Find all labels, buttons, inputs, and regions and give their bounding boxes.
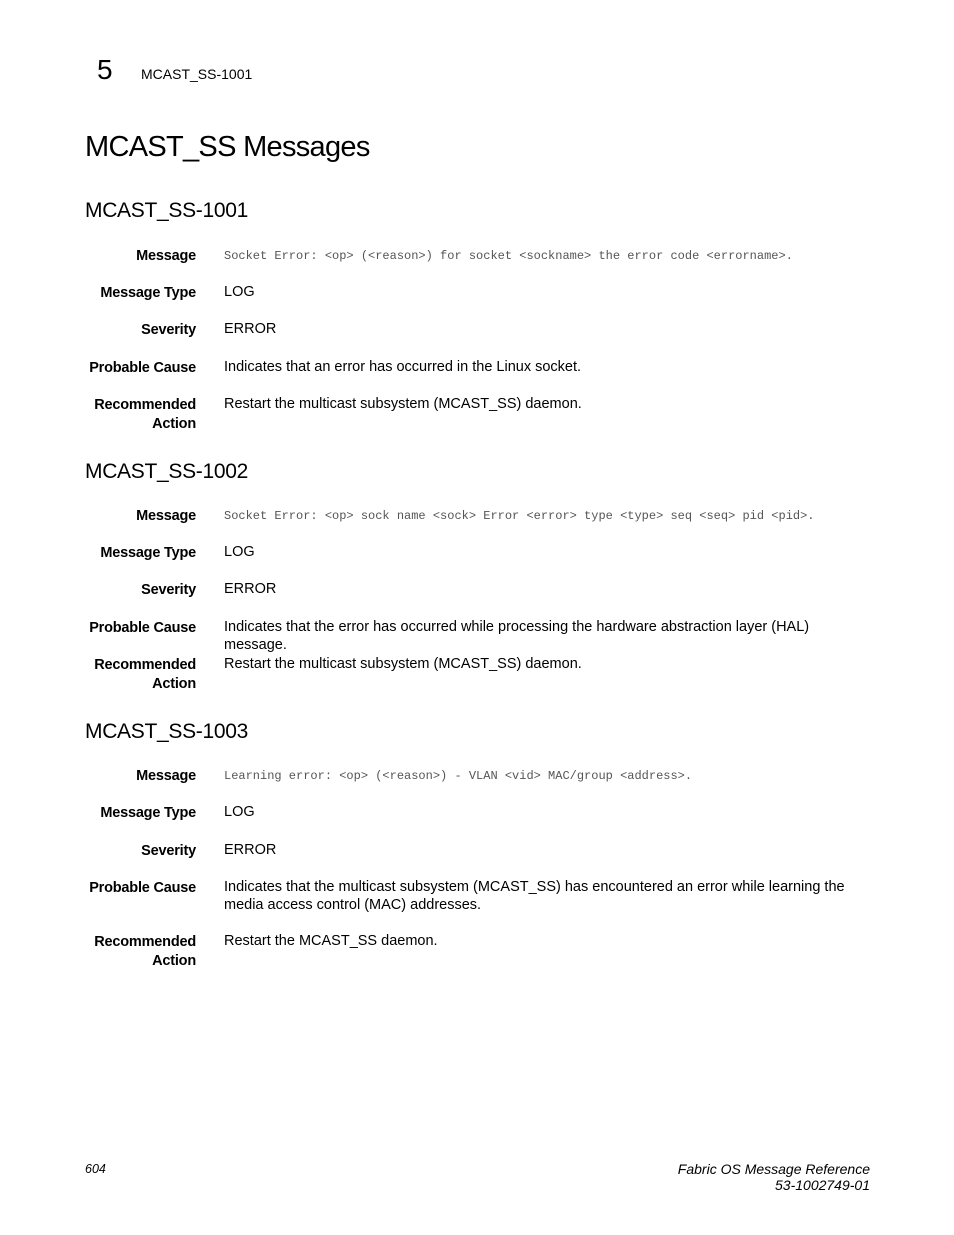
section-heading-mcast-ss-1002: MCAST_SS-1002 (85, 460, 249, 483)
severity-value: ERROR (224, 842, 277, 858)
message-text: Socket Error: <op> sock name <sock> Error <error> type <type> seq <seq> pid <pid>. (224, 509, 815, 523)
field-label: Message (136, 768, 196, 784)
field-label: Severity (141, 582, 196, 598)
probable-cause-value: Indicates that the error has occurred while processing the hardware abstraction layer (HAL) message. (224, 619, 810, 653)
field-label: Severity (141, 322, 196, 338)
field-label: Message Type (100, 805, 196, 821)
book-title: Fabric OS Message Reference (677, 1161, 870, 1177)
field-label: Probable Cause (89, 880, 196, 896)
page-footer-right (678, 1161, 870, 1193)
message-text: Learning error: <op> (<reason>) - VLAN <vid> MAC/group <address>. (224, 769, 693, 783)
field-label: Probable Cause (89, 360, 196, 376)
chapter-number: 5 (97, 54, 113, 85)
severity-value: ERROR (224, 581, 277, 597)
message-type-value: LOG (224, 804, 255, 820)
message-type-value: LOG (224, 544, 255, 560)
running-title: MCAST_SS-1001 (141, 66, 253, 82)
field-label-line2: Action (152, 416, 196, 432)
recommended-action-value: Restart the multicast subsystem (MCAST_SS) daemon. (224, 396, 582, 412)
message-type-value: LOG (224, 284, 255, 300)
field-label: Message (136, 508, 196, 524)
probable-cause-value: Indicates that an error has occurred in the Linux socket. (224, 359, 582, 375)
recommended-action-value: Restart the MCAST_SS daemon. (224, 933, 438, 949)
field-label: Message Type (100, 545, 196, 561)
probable-cause-value: Indicates that the multicast subsystem (MCAST_SS) has encountered an error while learning the media access control (MAC) addresses. (224, 879, 845, 913)
field-label-line1: Recommended (94, 397, 196, 413)
recommended-action-value: Restart the multicast subsystem (MCAST_SS) daemon. (224, 656, 582, 672)
field-label-line2: Action (152, 676, 196, 692)
field-label-line1: Recommended (94, 657, 196, 673)
page-number: 604 (85, 1162, 106, 1176)
message-text: Socket Error: <op> (<reason>) for socket <sockname> the error code <errorname>. (224, 249, 793, 263)
field-label-line1: Recommended (94, 934, 196, 950)
page-title: MCAST_SS Messages (85, 131, 370, 163)
field-label: Probable Cause (89, 620, 196, 636)
field-label-line2: Action (152, 953, 196, 969)
section-heading-mcast-ss-1001: MCAST_SS-1001 (85, 199, 249, 222)
field-label: Message Type (100, 285, 196, 301)
section-heading-mcast-ss-1003: MCAST_SS-1003 (85, 720, 249, 743)
field-label: Severity (141, 843, 196, 859)
field-label: Message (136, 248, 196, 264)
doc-number: 53-1002749-01 (775, 1177, 870, 1193)
severity-value: ERROR (224, 321, 277, 337)
